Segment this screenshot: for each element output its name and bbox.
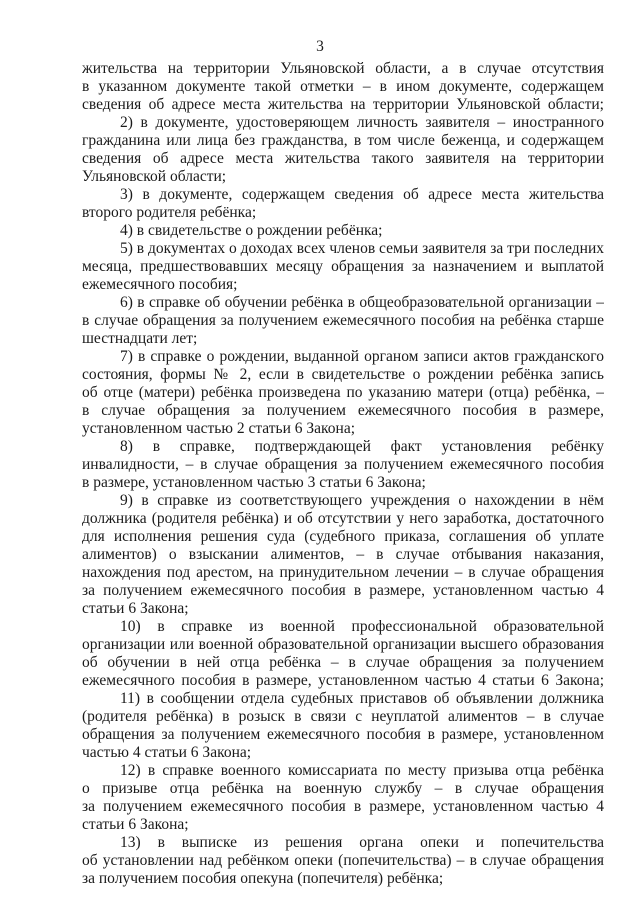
text-line: шестнадцати лет; xyxy=(82,330,198,347)
text-line: состояния, формы № 2, если в свидетельстве о рождении ребёнка запись xyxy=(82,366,604,383)
text-line: статьи 6 Закона; xyxy=(82,600,189,617)
text-line: статьи 6 Закона; xyxy=(82,816,189,833)
text-line: должника (родителя ребёнка) и об отсутствии у него заработка, достаточного xyxy=(82,510,604,527)
text-line: алиментов) о взыскании алиментов, – в случае отбывания наказания, xyxy=(82,546,604,563)
text-line: организации или военной образовательной организации высшего образования xyxy=(82,636,604,653)
paragraph xyxy=(82,348,604,438)
text-line: об обучении в ней отца ребёнка – в случае обращения за получением xyxy=(82,654,604,671)
text-line: сведения об адресе места жительства такого заявителя на территории xyxy=(82,150,604,167)
paragraph xyxy=(82,618,604,690)
paragraph xyxy=(82,492,604,618)
text-line: за получением пособия опекуна (попечителя) ребёнка; xyxy=(82,870,444,887)
text-line: сведения об адресе места жительства на территории Ульяновской области; xyxy=(82,96,604,113)
text-line: жительства на территории Ульяновской области, а в случае отсутствия xyxy=(82,60,604,77)
paragraph xyxy=(82,60,604,114)
paragraph xyxy=(82,438,604,492)
text-line: 3) в документе, содержащем сведения об адресе места жительства xyxy=(120,186,604,203)
text-line: 10) в справке из военной профессиональной образовательной xyxy=(120,618,604,635)
text-line: 9) в справке из соответствующего учреждения о нахождении в нём xyxy=(120,492,604,509)
text-line: 12) в справке военного комиссариата по месту призыва отца ребёнка xyxy=(120,762,604,779)
document-body xyxy=(82,60,604,888)
text-line: 2) в документе, удостоверяющем личность заявителя – иностранного xyxy=(120,114,604,131)
text-line: об установлении над ребёнком опеки (попечительства) – в случае обращения xyxy=(82,852,604,869)
text-line: второго родителя ребёнка; xyxy=(82,204,257,221)
text-line: 8) в справке, подтверждающей факт установления ребёнку xyxy=(120,438,604,455)
text-line: ежемесячного пособия; xyxy=(82,276,238,293)
text-line: частью 4 статьи 6 Закона; xyxy=(82,744,252,761)
text-line: в размере, установленном частью 3 статьи 6 Закона; xyxy=(82,474,426,491)
text-line: в случае обращения за получением ежемесячного пособия в размере, xyxy=(82,402,604,419)
text-line: ежемесячного пособия в размере, установленном частью 4 статьи 6 Закона; xyxy=(82,672,604,689)
text-line: 5) в документах о доходах всех членов семьи заявителя за три последних xyxy=(120,240,604,257)
paragraph xyxy=(82,690,604,762)
text-line: за получением ежемесячного пособия в размере, установленном частью 4 xyxy=(82,798,604,815)
text-line: месяца, предшествовавших месяцу обращения за назначением и выплатой xyxy=(82,258,604,275)
text-line: за получением ежемесячного пособия в размере, установленном частью 4 xyxy=(82,582,604,599)
text-line: в случае обращения за получением ежемесячного пособия на ребёнка старше xyxy=(82,312,604,329)
text-line: гражданина или лица без гражданства, в том числе беженца, и содержащем xyxy=(82,132,604,149)
paragraph xyxy=(82,222,604,240)
text-line: установленном частью 2 статьи 6 Закона; xyxy=(82,420,356,437)
text-line: о призыве отца ребёнка на военную службу – в случае обращения xyxy=(82,780,604,797)
text-line: 11) в сообщении отдела судебных приставов об объявлении должника xyxy=(120,690,604,707)
text-line: для исполнения решения суда (судебного приказа, соглашения об уплате xyxy=(82,528,604,545)
text-line: Ульяновской области; xyxy=(82,168,227,185)
text-line: нахождения под арестом, на принудительном лечении – в случае обращения xyxy=(82,564,604,581)
text-line: (родителя ребёнка) в розыск в связи с неуплатой алиментов – в случае xyxy=(82,708,604,725)
paragraph xyxy=(82,114,604,186)
paragraph xyxy=(82,294,604,348)
text-line: об отце (матери) ребёнка произведена по указанию матери (отца) ребёнка, – xyxy=(82,384,604,401)
paragraph xyxy=(82,240,604,294)
text-line: 6) в справке об обучении ребёнка в общеобразовательной организации – xyxy=(120,294,604,311)
text-line: 4) в свидетельстве о рождении ребёнка; xyxy=(120,222,383,239)
paragraph xyxy=(82,834,604,888)
text-line: обращения за получением ежемесячного пособия в размере, установленном xyxy=(82,726,604,743)
page-number: 3 xyxy=(316,38,324,55)
text-line: 7) в справке о рождении, выданной органом записи актов гражданского xyxy=(120,348,604,365)
text-line: 13) в выписке из решения органа опеки и попечительства xyxy=(120,834,604,851)
text-line: в указанном документе такой отметки – в ином документе, содержащем xyxy=(82,78,604,95)
paragraph xyxy=(82,186,604,222)
text-line: инвалидности, – в случае обращения за получением ежемесячного пособия xyxy=(82,456,604,473)
paragraph xyxy=(82,762,604,834)
